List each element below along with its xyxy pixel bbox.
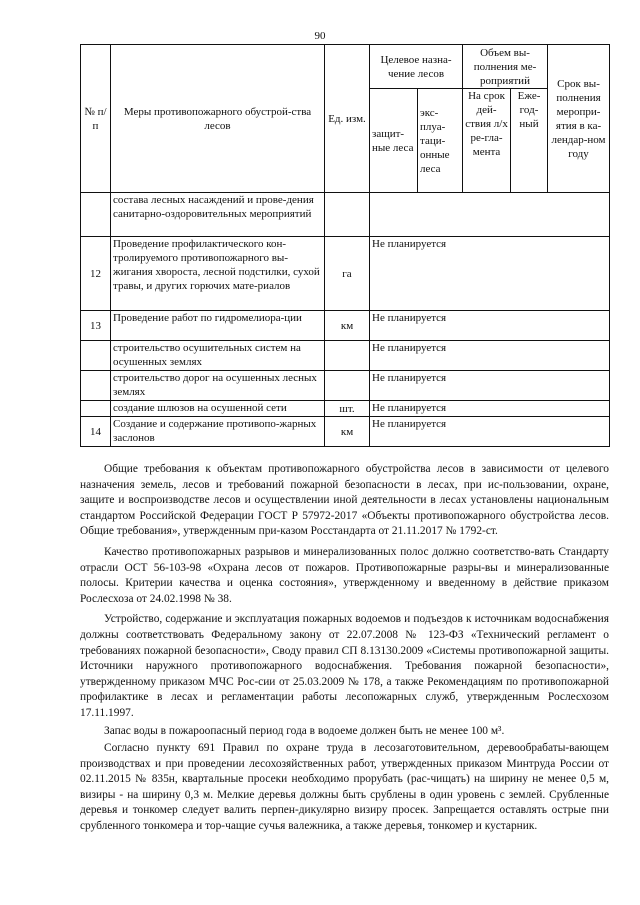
body-text [80, 462, 609, 837]
page-number: 90 [314, 30, 326, 42]
paragraph-labor-safety: Согласно пункту 691 Правил по охране труда в лесозаготовительном, деревообрабаты-вающем производствах и при проведении лесохозяйственных работ, утвержденных приказом Минтруда России от 02.11.2015 № 835н, квартальные просеки необходимо прорубать (рас-чищать) на ширину не менее 0,5 м, визиры - на ширину 0,3 м. Мелкие деревья должны быть срублены в один уровень с землей. Срубленные деревья и тонкомер следует валить перпен-дикулярно визиру просек. Запрещается оставлять острые пни срубленного тонкомера и тор-чащие сучья валежника, а также деревья, тонкомер и кустарник. [80, 742, 609, 833]
paragraph-firebreak-quality: Качество противопожарных разрывов и минерализованных полос должно соответство-вать Стандарту отрасли ОСТ 56-103-98 «Охрана лесов от пожаров. Противопожарные разры-вы и минерализованные полосы. Критерии качества и оценка состояния», утвержденному и введенному в действие приказом Рослесхоза от 24.02.1998 № 38. [80, 545, 609, 605]
paragraph-water-supply: Запас воды в пожароопасный период года в водоеме должен быть не менее 100 м³. [104, 724, 505, 737]
row-num [81, 371, 111, 401]
row-unit: км [325, 417, 370, 447]
header-measures: Меры противопожарного обустрой-ства лесов [111, 45, 325, 193]
header-annual: Еже-год-ный [511, 89, 548, 193]
row-num [81, 193, 111, 237]
table-row [81, 237, 610, 311]
header-exploitation: экс-плуа-таци-онные леса [418, 89, 463, 193]
row-num [81, 401, 111, 417]
row-num [81, 341, 111, 371]
header-per-term: На срок дей-ствия л/х ре-гла-мента [463, 89, 511, 193]
row-measure: строительство дорог на осушенных лесных землях [111, 371, 325, 401]
header-volume: Объем вы-полнения ме-роприятий [463, 45, 548, 89]
row-num: 13 [81, 311, 111, 341]
row-measure: создание шлюзов на осушенной сети [111, 401, 325, 417]
fire-prevention-table [80, 44, 610, 447]
header-purpose: Целевое назна-чение лесов [370, 45, 463, 89]
table-row [81, 401, 610, 417]
row-measure: Проведение работ по гидромелиора-ции [111, 311, 325, 341]
header-unit: Ед. изм. [325, 45, 370, 193]
row-measure: строительство осушительных систем на осушенных землях [111, 341, 325, 371]
header-protective: защит-ные леса [370, 89, 418, 193]
table-row [81, 341, 610, 371]
paragraph-water-reservoirs: Устройство, содержание и эксплуатация пожарных водоемов и подъездов к источникам водоснабжения должны соответствовать Федеральному закону от 22.07.2008 № 123-ФЗ «Технический регламент о требованиях пожарной безопасности», Своду правил СП 8.13130.2009 «Системы противопожарной защиты. Источники наружного противопожарного водоснабжения. Требования пожарной безопасности», утвержденному приказом МЧС Рос-сии от 25.03.2009 № 178, а также Рекомендациям по противопожарной профилактике в лесах и регламентации работы лесопожарных служб, утвержденным Рослесхозом 17.11.1997. [80, 613, 609, 719]
row-unit [325, 371, 370, 401]
row-note: Не планируется [370, 371, 610, 401]
row-measure: Создание и содержание противопо-жарных заслонов [111, 417, 325, 447]
paragraph-general-requirements: Общие требования к объектам противопожарного обустройства лесов в зависимости от целевого назначения земель, лесов и требований пожарной безопасности в лесах, при ис-пользовании, охране, защите и воспроизводстве лесов и осуществлении иной деятельности в лесах установлены национальным стандартом Российской Федерации ГОСТ Р 57972-2017 «Объекты противопожарного обустройства лесов. Общие требования», утвержденным при-казом Росстандарта от 21.11.2017 № 1792-ст. [80, 463, 609, 538]
row-unit: га [325, 237, 370, 311]
row-unit [325, 193, 370, 237]
row-note: Не планируется [370, 417, 610, 447]
row-num: 14 [81, 417, 111, 447]
row-num: 12 [81, 237, 111, 311]
header-num: № п/п [81, 45, 111, 193]
table-row [81, 417, 610, 447]
row-note: Не планируется [370, 311, 610, 341]
row-measure: Проведение профилактического кон-тролируемого противопожарного вы-жигания хвороста, лесной подстилки, сухой травы, и других горючих мате-риалов [111, 237, 325, 311]
row-note: Не планируется [370, 237, 610, 311]
table-row [81, 193, 610, 237]
header-term: Срок вы-полнения меропри-ятия в ка-лендар-ном году [548, 45, 610, 193]
row-unit [325, 341, 370, 371]
table-row [81, 311, 610, 341]
row-measure: состава лесных насаждений и прове-дения санитарно-оздоровительных мероприятий [111, 193, 325, 237]
row-note: Не планируется [370, 341, 610, 371]
row-note [370, 193, 610, 237]
row-note: Не планируется [370, 401, 610, 417]
row-unit: км [325, 311, 370, 341]
table-row [81, 371, 610, 401]
row-unit: шт. [325, 401, 370, 417]
